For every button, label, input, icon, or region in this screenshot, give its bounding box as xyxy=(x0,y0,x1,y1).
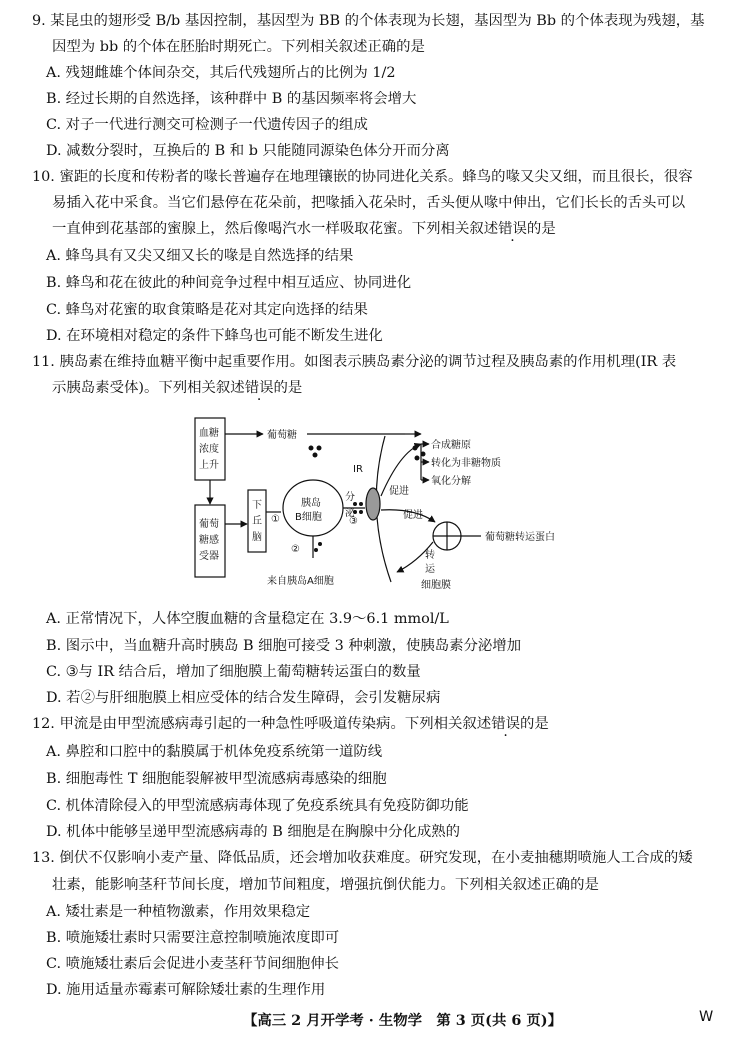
q11-stem-tail: 的是 xyxy=(273,380,303,396)
emphasis-word: 错误 xyxy=(244,380,274,396)
blood-sugar-label-2: 浓度 xyxy=(199,444,219,455)
outcome-glycogen: 合成糖原 xyxy=(431,440,471,451)
footer-page-info: 【高三 2 月开学考 · 生物学 第 3 页(共 6 页)】 xyxy=(243,1012,562,1029)
q10-stem-line2: 易插入花中采食。当它们悬停在花朵前，把喙插入花朵时，舌头便从喙中伸出，它们长长的舌头可以 xyxy=(52,195,686,211)
transport-label-2: 运 xyxy=(425,564,435,575)
transporter-label: 葡萄糖转运蛋白 xyxy=(485,532,555,543)
insulin-receptor xyxy=(366,488,380,520)
q10-option-a[interactable]: A. 蜂鸟具有又尖又细又长的喙是自然选择的结果 xyxy=(46,248,354,264)
emphasis-word: 错误 xyxy=(498,221,527,237)
outcome-non-sugar: 转化为非糖物质 xyxy=(431,458,501,469)
q11-option-a[interactable]: A. 正常情况下，人体空腹血糖的含量稳定在 3.9～6.1 mmol/L xyxy=(46,611,449,627)
hypothalamus-label-1: 下 xyxy=(252,500,262,511)
membrane-label: 细胞膜 xyxy=(421,580,451,591)
q9-option-d[interactable]: D. 减数分裂时，互换后的 B 和 b 只能随同源染色体分开而分离 xyxy=(46,143,450,159)
marker-3: ③ xyxy=(349,516,358,527)
emphasis-word: 错误 xyxy=(491,716,520,732)
sensor-label-1: 葡萄 xyxy=(199,519,219,530)
q10-option-b[interactable]: B. 蜂鸟和花在彼此的种间竞争过程中相互适应、协同进化 xyxy=(46,275,412,291)
sensor-label-3: 受器 xyxy=(199,551,219,562)
q13-option-c[interactable]: C. 喷施矮壮素后会促进小麦茎秆节间细胞伸长 xyxy=(46,956,340,972)
glucose-label: 葡萄糖 xyxy=(267,430,297,441)
promote-label-2: 促进 xyxy=(403,510,423,521)
q9-stem-line2: 因型为 bb 的个体在胚胎时期死亡。下列相关叙述正确的是 xyxy=(52,39,425,55)
q13-stem-line1: 13. 倒伏不仅影响小麦产量、降低品质，还会增加收获难度。研究发现，在小麦抽穗期喷施人工合成的矮 xyxy=(32,850,693,866)
q12-stem-text: 12. 甲流是由甲型流感病毒引起的一种急性呼吸道传染病。下列相关叙述 xyxy=(32,716,492,732)
q10-stem-tail: 的是 xyxy=(526,221,556,237)
sensor-label-2: 糖感 xyxy=(199,535,219,546)
from-alpha-cell-label: 来自胰岛A细胞 xyxy=(267,576,334,587)
outcome-oxidation: 氧化分解 xyxy=(431,476,471,487)
q9-option-b[interactable]: B. 经过长期的自然选择，该种群中 B 的基因频率将会增大 xyxy=(46,91,417,107)
q11-stem-text: 示胰岛素受体)。下列相关叙述 xyxy=(52,380,245,396)
q13-stem-line2: 壮素，能影响茎秆节间长度，增加节间粗度，增强抗倒伏能力。下列相关叙述正确的是 xyxy=(52,877,599,893)
q11-stem-line1: 11. 胰岛素在维持血糖平衡中起重要作用。如图表示胰岛素分泌的调节过程及胰岛素的作用机理(IR 表 xyxy=(32,354,677,370)
blood-sugar-label-1: 血糖 xyxy=(199,428,219,439)
secretion-label-2: 泌 xyxy=(345,508,355,519)
hypothalamus-label-2: 丘 xyxy=(252,516,262,527)
q11-stem-line2 xyxy=(52,379,302,397)
q12-option-d[interactable]: D. 机体中能够呈递甲型流感病毒的 B 细胞是在胸腺中分化成熟的 xyxy=(46,824,461,840)
q11-option-d[interactable]: D. 若②与肝细胞膜上相应受体的结合发生障碍，会引发糖尿病 xyxy=(46,690,441,706)
promote-label-1: 促进 xyxy=(389,486,409,497)
transport-label-1: 转 xyxy=(425,550,435,561)
q10-option-c[interactable]: C. 蜂鸟对花蜜的取食策略是花对其定向选择的结果 xyxy=(46,302,368,318)
q9-option-a[interactable]: A. 残翅雌雄个体间杂交，其后代残翅所占的比例为 1/2 xyxy=(46,65,396,81)
q13-option-a[interactable]: A. 矮壮素是一种植物激素，作用效果稳定 xyxy=(46,904,311,920)
secretion-label-1: 分 xyxy=(345,492,355,503)
q12-option-a[interactable]: A. 鼻腔和口腔中的黏膜属于机体免疫系统第一道防线 xyxy=(46,744,383,760)
q12-stem-line1 xyxy=(32,715,549,733)
q10-stem-line3 xyxy=(52,220,556,238)
q12-option-b[interactable]: B. 细胞毒性 T 细胞能裂解被甲型流感病毒感染的细胞 xyxy=(46,771,387,787)
hypothalamus-label-3: 脑 xyxy=(252,532,262,543)
q11-option-b[interactable]: B. 图示中，当血糖升高时胰岛 B 细胞可接受 3 种刺激，使胰岛素分泌增加 xyxy=(46,638,522,654)
q11-option-c[interactable]: C. ③与 IR 结合后，增加了细胞膜上葡萄糖转运蛋白的数量 xyxy=(46,664,421,680)
q9-stem-line1: 9. 某昆虫的翅形受 B/b 基因控制，基因型为 BB 的个体表现为长翅，基因型为 Bb 的个体表现为残翅，基 xyxy=(32,13,705,29)
ir-label: IR xyxy=(353,464,363,475)
marker-1: ① xyxy=(271,514,280,525)
blood-sugar-label-3: 上升 xyxy=(199,460,219,471)
insulin-regulation-diagram xyxy=(185,412,585,592)
islet-label-1: 胰岛 xyxy=(301,498,321,509)
footer-version-mark: W xyxy=(699,1009,714,1025)
q10-option-d[interactable]: D. 在环境相对稳定的条件下蜂鸟也可能不断发生进化 xyxy=(46,328,383,344)
marker-2: ② xyxy=(291,544,300,555)
q13-option-d[interactable]: D. 施用适量赤霉素可解除矮壮素的生理作用 xyxy=(46,982,326,998)
q9-option-c[interactable]: C. 对子一代进行测交可检测子一代遗传因子的组成 xyxy=(46,117,368,133)
q13-option-b[interactable]: B. 喷施矮壮素时只需要注意控制喷施浓度即可 xyxy=(46,930,340,946)
q10-stem-text: 一直伸到花基部的蜜腺上，然后像喝汽水一样吸取花蜜。下列相关叙述 xyxy=(52,221,499,237)
q12-stem-tail: 的是 xyxy=(519,716,549,732)
q10-stem-line1: 10. 蜜距的长度和传粉者的喙长普遍存在地理镶嵌的协同进化关系。蜂鸟的喙又尖又细，而且很长，很容 xyxy=(32,169,693,185)
q12-option-c[interactable]: C. 机体清除侵入的甲型流感病毒体现了免疫系统具有免疫防御功能 xyxy=(46,798,469,814)
islet-label-2: B细胞 xyxy=(295,512,322,523)
